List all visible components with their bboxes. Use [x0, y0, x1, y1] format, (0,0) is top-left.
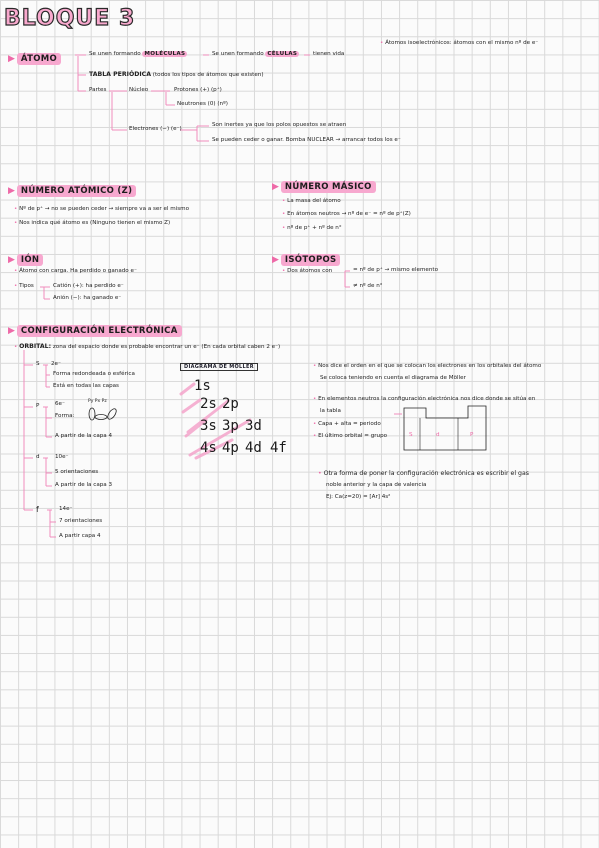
s-electrons: 2e⁻	[51, 361, 61, 367]
config-note-1b: Se coloca teniendo en cuenta el diagrama de Möller	[320, 375, 466, 381]
s-shape: Forma redondeada o esférica	[53, 371, 135, 377]
s-label: S	[36, 361, 40, 367]
ion-cation: Catión (+): ha perdido e⁻	[53, 283, 124, 289]
numero-atomico-b1: • Nº de p⁺ → no se pueden ceder → siempre va a ser el mismo	[14, 206, 190, 212]
numero-masico-b3: • nº de p⁺ + nº de n°	[282, 225, 342, 231]
electrones-note-2: Se pueden ceder o ganar. Bomba NUCLEAR → arrancar todos los e⁻	[212, 137, 401, 143]
ion-anion: Anión (−): ha ganado e⁻	[53, 295, 122, 301]
f-label: f	[36, 505, 39, 514]
config-note-2: • En elementos neutros la configuración electrónica nos dice donde se sitúa en	[313, 396, 536, 402]
f-orientations: 7 orientaciones	[59, 518, 103, 524]
isotopos-heading: ▶ ISÓTOPOS	[272, 249, 340, 267]
page-title: BLOQUE 3	[4, 6, 136, 31]
moller-4s: 4s	[200, 440, 217, 456]
mini-table-d: d	[436, 432, 440, 438]
config-note-5c: Ej: Ca(z=20) = [Ar] 4s²	[326, 494, 391, 500]
mini-table-s: S	[409, 432, 413, 438]
d-orientations: 5 orientaciones	[55, 469, 99, 475]
numero-atomico-heading: ▶ NÚMERO ATÓMICO (Z)	[8, 180, 136, 198]
config-note-5b: noble anterior y la capa de valencia	[326, 482, 427, 488]
electrones-label: Electrones (−) (e⁻)	[129, 126, 182, 132]
numero-masico-b2: • En átomos neutros → nº de e⁻ = nº de p⁺(Z)	[282, 211, 411, 217]
nucleo-label: Núcleo	[129, 87, 149, 93]
atomo-line1-end: tienen vida	[313, 51, 345, 57]
partes-label: Partes	[89, 87, 107, 93]
s-layers: Está en todas las capas	[53, 383, 119, 389]
electrones-note-1: Son inertes ya que los polos opuestos se atraen	[212, 122, 347, 128]
moller-title: DIAGRAMA DE MÖLLER	[180, 363, 258, 371]
f-electrons: 14e⁻	[59, 506, 73, 512]
isotopos-r1: = nº de p⁺ → mismo elemento	[353, 267, 438, 273]
isotopos-r2: ≠ nº de n°	[353, 283, 383, 289]
numero-masico-b1: • La masa del átomo	[282, 198, 341, 204]
moller-4f: 4f	[270, 440, 287, 456]
ion-b1: • Átomo con carga. Ha perdido o ganado e⁻	[14, 268, 137, 274]
config-heading: ▶ CONFIGURACIÓN ELECTRÓNICA	[8, 320, 182, 338]
config-note-3: • Capa + alta = periodo	[313, 421, 381, 427]
d-layers: A partir de la capa 3	[55, 482, 113, 488]
config-note-4: • El último orbital = grupo	[313, 433, 388, 439]
f-layers: A partir capa 4	[59, 533, 101, 539]
atomo-heading: ▶ ÁTOMO	[8, 48, 61, 66]
p-shape: Forma:	[55, 413, 75, 419]
protones-label: Protones (+) (p⁺)	[174, 87, 222, 93]
tabla-periodica-line: TABLA PERIÓDICA (todos los tipos de átomos que existen)	[89, 71, 264, 78]
p-label: P	[36, 403, 40, 409]
p-layers: A partir de la capa 4	[55, 433, 113, 439]
p-axes: Py Px Pz	[88, 399, 107, 404]
moller-1s: 1s	[194, 378, 211, 394]
moller-4d: 4d	[245, 440, 262, 456]
config-note-5: • Otra forma de poner la configuración electrónica es escribir el gas	[318, 470, 529, 477]
moller-2s: 2s	[200, 396, 217, 412]
moller-3p: 3p	[222, 418, 239, 434]
atomo-line1: Se unen formando MOLÉCULAS	[89, 51, 186, 57]
ion-heading: ▶ IÓN	[8, 249, 43, 267]
moller-3d: 3d	[245, 418, 262, 434]
numero-atomico-b2: • Nos indica qué átomo es (Ninguno tienen el mismo Z)	[14, 220, 171, 226]
isotopos-b1: • Dos átomos con	[282, 268, 333, 274]
ion-tipos: • Tipos	[14, 283, 34, 289]
d-electrons: 10e⁻	[55, 454, 69, 460]
d-label: d	[36, 454, 40, 460]
neutrones-label: Neutrones (0) (nº)	[177, 101, 228, 107]
p-electrons: 6e⁻	[55, 401, 65, 407]
mini-table-p: P	[470, 432, 474, 438]
atomo-line1-mid: Se unen formando CÉLULAS	[212, 51, 298, 57]
config-note-2b: la tabla	[320, 408, 341, 414]
config-note-1: • Nos dice el orden en el que se colocan los electrones en los orbitales del átomo	[313, 363, 542, 369]
moller-3s: 3s	[200, 418, 217, 434]
orbital-definition: • ORBITAL: zona del espacio donde es probable encontrar un e⁻ (En cada orbital caben 2 e⁻)	[14, 343, 281, 350]
numero-masico-heading: ▶ NÚMERO MÁSICO	[272, 176, 376, 194]
moller-2p: 2p	[222, 396, 239, 412]
isoelectronic-note: • Átomos isoelectrónicos: átomos con el mismo nº de e⁻	[380, 40, 539, 46]
moller-4p: 4p	[222, 440, 239, 456]
